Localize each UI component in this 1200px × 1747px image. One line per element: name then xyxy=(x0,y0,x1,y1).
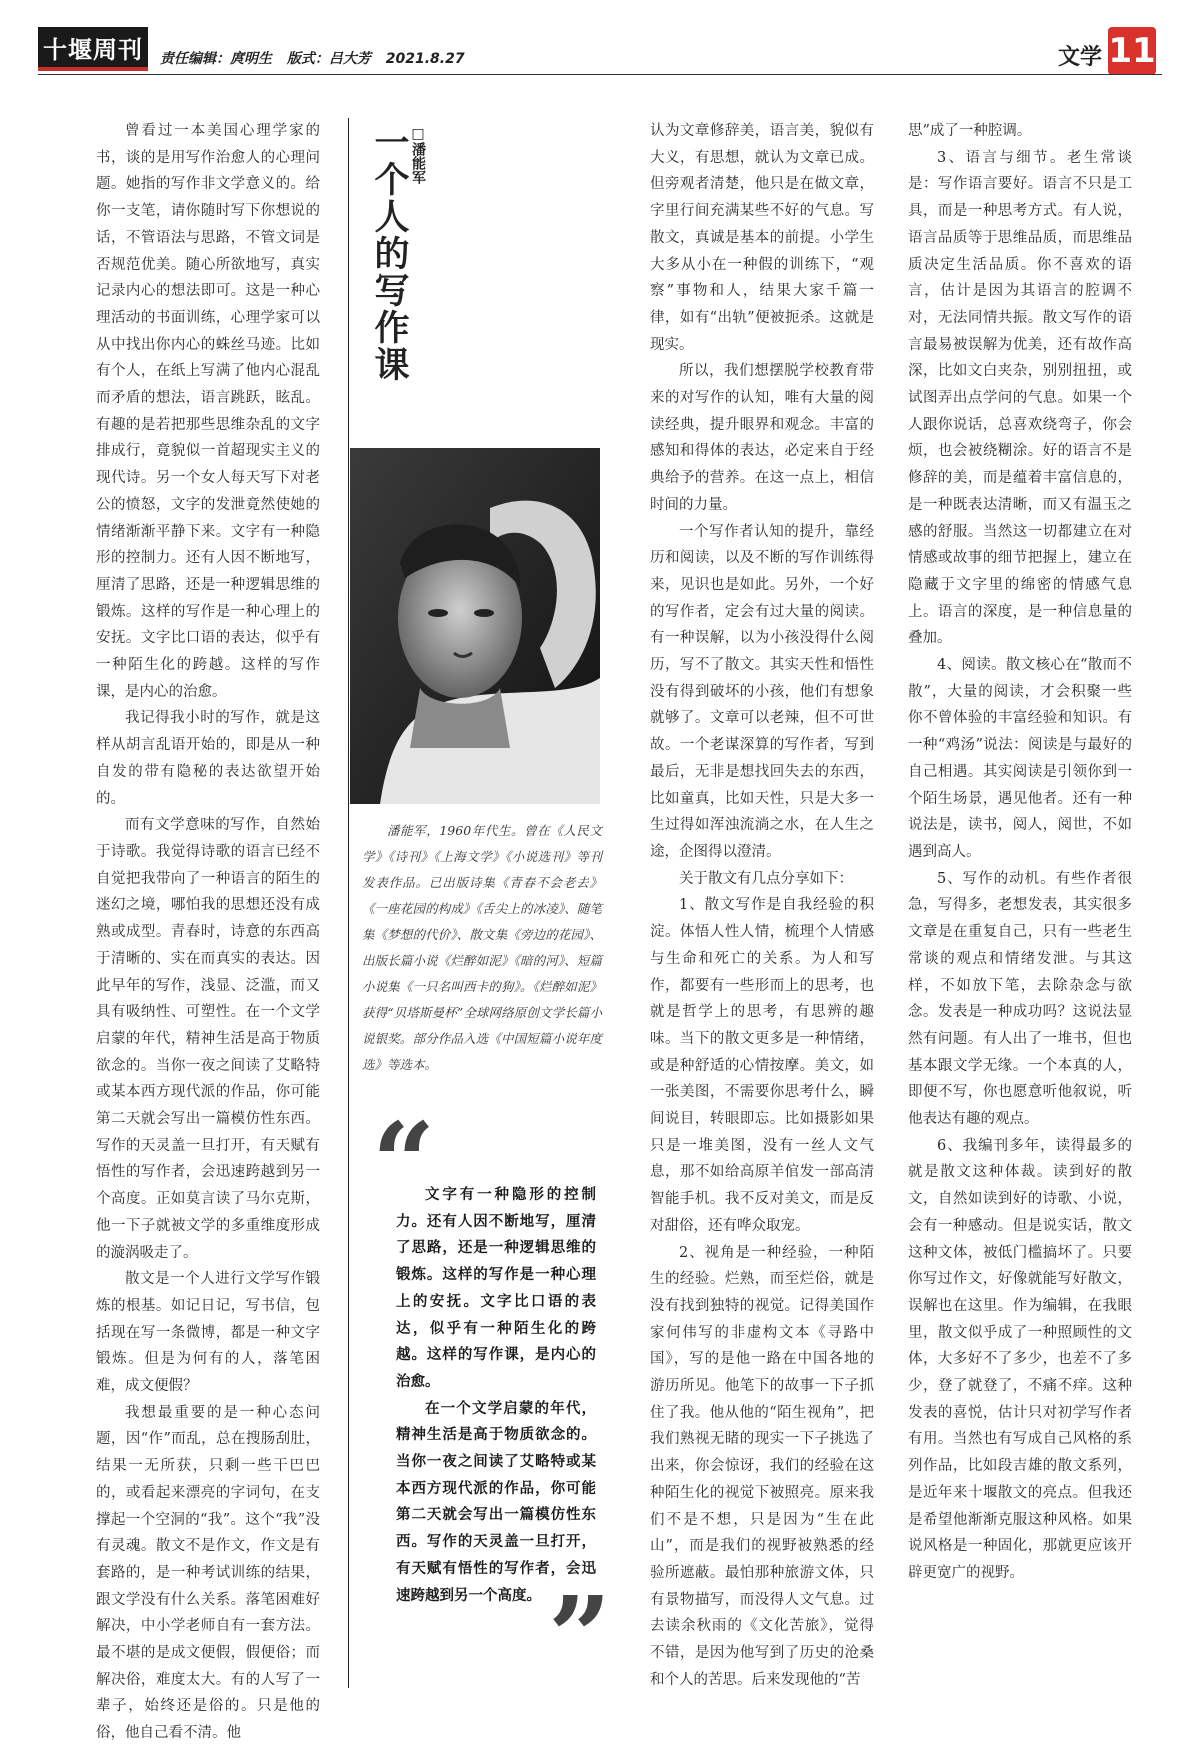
paragraph: 1、散文写作是自我经验的积淀。体悟人性人情，梳理个人情感与生命和死亡的关系。为人和写作，都要有一些形而上的思考，也就是哲学上的思考，有思辨的趣味。当下的散文更多是一种情绪，或是种舒适的心情按摩。美文，如一张美图，不需要你思考什么，瞬间说目，转眼即忘。比如摄影如果只是一堆美图，没有一丝人文气息，那不如给高原羊倌发一部高清智能手机。我不反对美文，而是反对甜俗，还有哗众取宠。 xyxy=(650,897,874,1234)
paragraph: 我想最重要的是一种心态问题，因“作”而乱，总在搜肠刮肚，结果一无所获，只剩一些干巴巴的，或看起来漂亮的字词句，在支撑起一个空洞的“我”。这个“我”没有灵魂。散文不是作文，作文是有套路的，是一种考试训练的结果，跟文学没有什么关系。落笔困难好解决，中小学老师自有一套方法。最不堪的是成文便假，假便俗；而解决俗，难度太大。有的人写了一辈子，始终还是俗的。只是他的俗，他自己看不清。他 xyxy=(96,1404,320,1742)
paragraph: 而有文学意味的写作，自然始于诗歌。我觉得诗歌的语言已经不自觉把我带向了一种语言的陌生的迷幻之境，哪怕我的思想还没有成熟或成型。青春时，诗意的东西高于清晰的、实在而真实的表达。因此早年的写作，浅显、泛滥，而又具有吸纳性、可塑性。在一个文学启蒙的年代，精神生活是高于物质欲念的。当你一夜之间读了艾略特或某本西方现代派的作品，你可能第二天就会写出一篇模仿性东西。写作的天灵盖一旦打开，有天赋有悟性的写作者，会迅速跨越到另一个高度。正如莫言读了马尔克斯，他一下子就被文学的多重维度形成的漩涡吸走了。 xyxy=(96,817,320,1261)
paragraph: 认为文章修辞美，语言美，貌似有大义，有思想，就认为文章已成。但旁观者清楚，他只是在做文章，字里行间充满某些不好的气息。写散文，真诚是基本的前提。小学生大多从小在一种假的训练下，“观察”事物和人，结果大家千篇一律，如有“出轨”便被扼杀。这就是现实。 xyxy=(650,123,874,353)
paragraph: 5、写作的动机。有些作者很急，写得多，老想发表，其实很多文章是在重复自己，只有一些老生常谈的观点和情绪发泄。与其这样，不如放下笔，去除杂念与欲念。发表是一种成功吗？这说法显然有问题。有人出了一堆书，但也基本跟文学无缘。一个本真的人，即便不写，你也愿意听他叙说，听他表达有趣的观点。 xyxy=(908,870,1132,1128)
paragraph: 2、视角是一种经验，一种陌生的经验。烂熟，而至烂俗，就是没有找到独特的视觉。记得美国作家何伟写的非虚构文本《寻路中国》，写的是他一路在中国各地的游历所见。他笔下的故事一下子抓住了我。他从他的“陌生视角”，把我们熟视无睹的现实一下子挑选了出来，你会惊讶，我们的经验在这种陌生化的视觉下被照亮。原来我们不是不想，只是因为“生在此山”，而是我们的视野被熟悉的经验所遮蔽。最怕那种旅游文体，只有景物描写，而没得人文气息。过去读余秋雨的《文化苦旅》，觉得不错，是因为他写到了历史的沧桑和个人的苦思。后来发现他的“苦 xyxy=(650,1244,874,1688)
pull-quote xyxy=(396,1182,596,1609)
paragraph: 关于散文有几点分享如下： xyxy=(679,870,853,887)
pull-quote-paragraph: 文字有一种隐形的控制力。还有人因不断地写，厘清了思路，还是一种逻辑思维的锻炼。这样的写作是一种心理上的安抚。文字比口语的表达，似乎有一种陌生化的跨越。这样的写作课，是内心的治愈。 xyxy=(396,1186,596,1390)
paragraph: 4、阅读。散文核心在“散而不散”，大量的阅读，才会积聚一些你不曾体验的丰富经验和知识。有一种“鸡汤”说法：阅读是与最好的自己相遇。其实阅读是引领你到一个陌生场景，遇见他者。还有一种说法是，读书，阅人，阅世，不如遇到高人。 xyxy=(908,657,1132,860)
paragraph: 所以，我们想摆脱学校教育带来的对写作的认知，唯有大量的阅读经典，提升眼界和观念。丰富的感知和得体的表达，必定来自于经典给予的营养。在这一点上，相信时间的力量。 xyxy=(650,363,874,513)
close-quote-icon: ” xyxy=(548,1572,612,1701)
article-column-3 xyxy=(650,118,874,1688)
article-title: 一个人的写作课 xyxy=(369,124,410,383)
paragraph: 散文是一个人进行文学写作锻炼的根基。如记日记，写书信，包括现在写一条微博，都是一种文字锻炼。但是为何有的人，落笔困难，成文便假？ xyxy=(96,1271,320,1395)
issue-date: 2021.8.27 xyxy=(385,51,465,67)
page-number: 11 xyxy=(1108,27,1156,75)
paragraph: 6、我编刊多年，读得最多的就是散文这种体裁。读到好的散文，自然如读到好的诗歌、小说，会有一种感动。但是说实话，散文这种文体，被低门槛搞坏了。只要你写过作文，好像就能写好散文，误解也在这里。作为编辑，在我眼里，散文似乎成了一种照顾性的文体，大多好不了多少，也差不了多少，登了就登了，不痛不痒。这种发表的喜悦，估计只对初学写作者有用。当然也有写成自己风格的系列作品，比如段吉雄的散文系列，是近年来十堰散文的亮点。但我还是希望他渐渐克服这种风格。如果说风格是一种固化，那就更应该开辟更宽广的视野。 xyxy=(908,1137,1132,1581)
open-quote-icon: “ xyxy=(372,1098,436,1227)
pull-quote-paragraph: 在一个文学启蒙的年代，精神生活是高于物质欲念的。当你一夜之间读了艾略特或某本西方现代派的作品，你可能第二天就会写出一篇模仿性东西。写作的天灵盖一旦打开，有天赋有悟性的写作者，会迅速跨越到另一个高度。 xyxy=(396,1399,596,1604)
section-name: 文学 xyxy=(1057,45,1102,70)
column-divider xyxy=(348,118,349,1688)
article-column-1 xyxy=(96,118,320,1742)
header-rule xyxy=(38,74,1162,75)
paragraph: 曾看过一本美国心理学家的书，谈的是用写作治愈人的心理问题。她指的写作非文学意义的。给你一支笔，请你随时写下你想说的话，不管语法与思路，不管文词是否规范优美。随心所欲地写，真实记录内心的想法即可。这是一种心理活动的书面训练，心理学家可以从中找出你内心的蛛丝马迹。比如有个人，在纸上写满了他内心混乱而矛盾的想法，语言跳跃，眩乱。有趣的是若把那些思维杂乱的文字排成行，竟貌似一首超现实主义的现代诗。另一个女人每天写下对老公的愤怒，文字的发泄竟然使她的情绪渐渐平静下来。文字有一种隐形的控制力。还有人因不断地写，厘清了思路，还是一种逻辑思维的锻炼。这样的写作是一种心理上的安抚。文字比口语的表达，似乎有一种陌生化的跨越。这样的写作课，是内心的治愈。 xyxy=(96,123,320,700)
author-byline: □潘能军 xyxy=(410,126,426,184)
article-column-4 xyxy=(908,118,1132,1688)
paragraph: 一个写作者认知的提升，靠经历和阅读，以及不断的写作训练得来，见识也是如此。另外，一个好的写作者，定会有过大量的阅读。有一种误解，以为小孩没得什么阅历，写不了散文。其实天性和悟性没有得到破坏的小孩，他们有想象就够了。文章可以老辣，但不可世故。一个老谋深算的写作者，写到最后，无非是想找回失去的东西，比如童真，比如天性，只是大多一生过得如浑浊流淌之水，在人生之途，企图得以澄清。 xyxy=(650,523,874,860)
paragraph: 思”成了一种腔调。 xyxy=(908,123,1032,139)
editor-credit: 责任编辑：庹明生 xyxy=(160,51,272,67)
author-photo xyxy=(350,448,600,804)
newspaper-logo: 十堰周刊 xyxy=(38,27,148,71)
header-meta xyxy=(160,48,475,68)
paragraph: 3、语言与细节。老生常谈是：写作语言要好。语言不只是工具，而是一种思考方式。有人说，语言品质等于思维品质，而思维品质决定生活品质。你不喜欢的语言，估计是因为其语言的腔调不对，无法同情共振。散文写作的语言最易被误解为优美，还有故作高深，比如文白夹杂，别别扭扭，或试图弄出点学问的气息。如果一个人跟你说话，总喜欢绕弯子，你会烦，也会被绕糊涂。好的语言不是修辞的美，而是蕴着丰富信息的，是一种既表达清晰，而又有温玉之感的舒服。当然这一切都建立在对情感或故事的细节把握上，建立在隐藏于文字里的绵密的情感气息上。语言的深度，是一种信息量的叠加。 xyxy=(908,149,1132,647)
layout-credit: 版式：吕大芳 xyxy=(286,51,371,67)
paragraph: 我记得我小时的写作，就是这样从胡言乱语开始的，即是从一种自发的带有隐秘的表达欲望开始的。 xyxy=(96,710,320,807)
author-bio: 潘能军，1960年代生。曾在《人民文学》《诗刊》《上海文学》《小说选刊》等刊发表作品。已出版诗集《青春不会老去》《一座花园的构成》《舌尖上的冰凌》、随笔集《梦想的代价》、散文集《旁边的花园》、出版长篇小说《烂醉如泥》《暗的河》、短篇小说集《一只名叫西卡的狗》。《烂醉如泥》获得“贝塔斯曼杯”全球网络原创文学长篇小说银奖。部分作品入选《中国短篇小说年度选》等选本。 xyxy=(362,823,602,1072)
